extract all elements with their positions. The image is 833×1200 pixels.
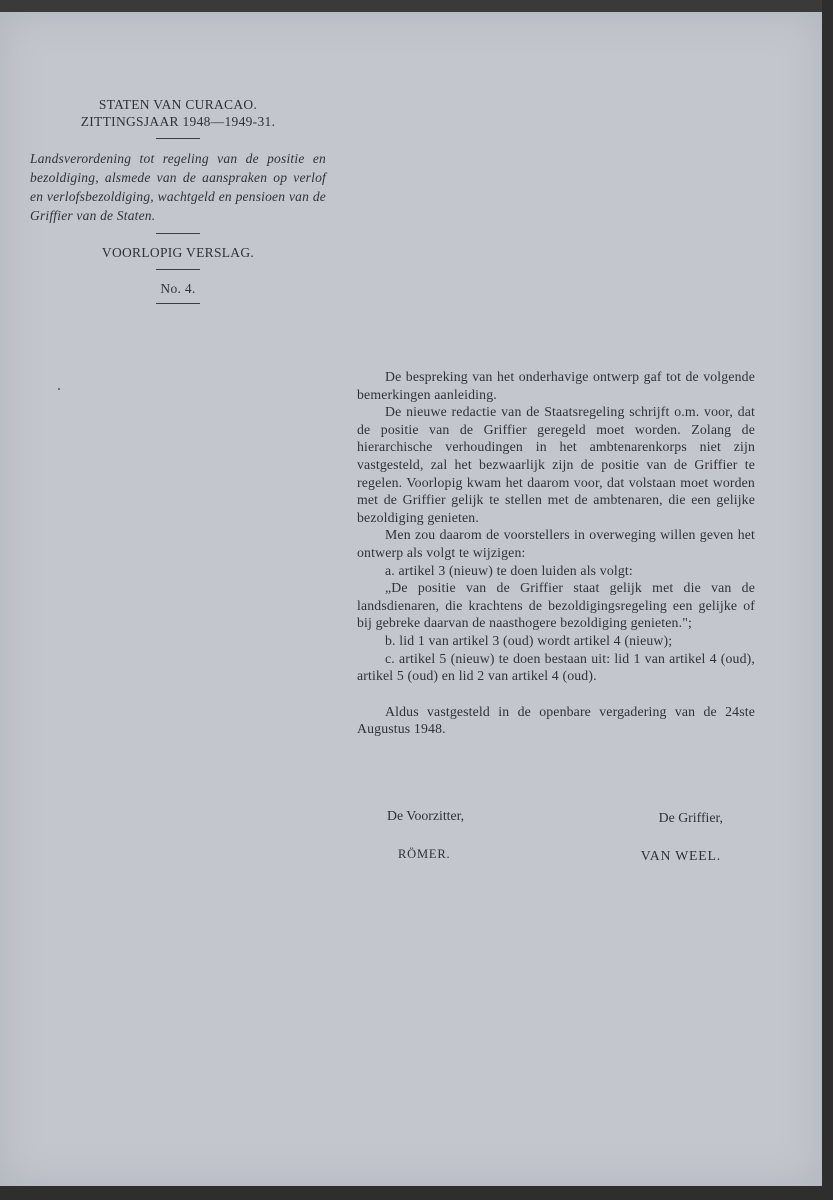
document-header — [30, 96, 326, 314]
closing-statement: Aldus vastgesteld in de openbare vergadering van de 24ste Augustus 1948. — [357, 703, 755, 737]
scan-edge-bottom — [0, 1186, 833, 1200]
amendment-c: c. artikel 5 (nieuw) te doen bestaan uit: lid 1 van artikel 4 (oud), artikel 5 (oud) en lid 2 van artikel 4 (oud). — [357, 650, 755, 684]
divider — [156, 269, 200, 270]
report-number: No. 4. — [160, 281, 196, 296]
report-title: VOORLOPIG VERSLAG. — [101, 245, 255, 260]
speck — [58, 388, 60, 390]
clerk-title: De Griffier, — [658, 810, 723, 825]
clerk-name: VAN WEEL. — [640, 848, 721, 863]
amendment-a: a. artikel 3 (nieuw) te doen luiden als volgt: — [385, 562, 633, 578]
quoted-article: „De positie van de Griffier staat gelijk met die van de landsdienaren, die krachtens de bezoldigingsregeling een gelijke of bij gebreke daarvan de naasthogere bezoldiging genieten."; — [357, 580, 755, 631]
chair-title: De Voorzitter, — [387, 808, 465, 823]
paragraph: De bespreking van het onderhavige ontwerp gaf tot de volgende bemerkingen aanleiding. — [357, 369, 755, 402]
document-page — [0, 12, 822, 1186]
chair-name: RÖMER. — [398, 847, 451, 861]
scan-edge-right — [822, 0, 833, 1200]
divider — [156, 233, 200, 234]
amendment-b: b. lid 1 van artikel 3 (oud) wordt artikel 4 (nieuw); — [385, 632, 673, 648]
divider — [156, 303, 200, 304]
divider — [156, 138, 200, 139]
paragraph: Men zou daarom de voorstellers in overweging willen geven het ontwerp als volgt te wijzigen: — [357, 527, 755, 560]
header-line-2: ZITTINGSJAAR 1948—1949-31. — [80, 114, 276, 129]
header-line-1: STATEN VAN CURACAO. — [98, 97, 258, 112]
subject-text: Landsverordening tot regeling van de positie en bezoldiging, alsmede van de aanspraken op verlof en verlofsbezoldiging, wachtgeld en pensioen van de Griffier van de Staten. — [30, 151, 326, 223]
paragraph: De nieuwe redactie van de Staatsregeling schrijft o.m. voor, dat de positie van de Griffier geregeld moet worden. Zolang de hierarchische verhoudingen in het ambtenarenkorps niet zijn vastgesteld, zal het bezwaarlijk zijn de positie van de Griffier te regelen. Voorlopig kwam het daarom voor, dat volstaan moet worden met de Griffier gelijk te stellen met de ambtenaren, die een gelijke bezoldiging genieten. — [357, 404, 755, 525]
report-body — [357, 368, 755, 738]
